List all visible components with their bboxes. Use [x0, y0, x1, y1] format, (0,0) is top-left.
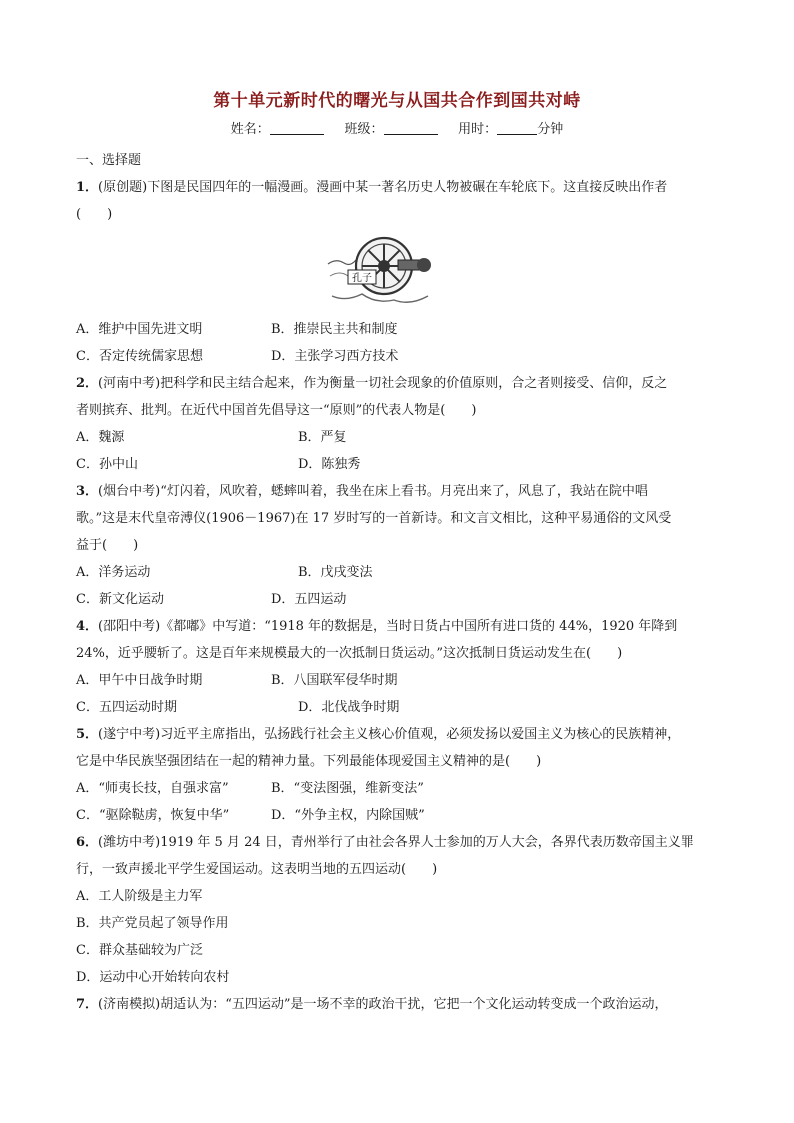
option-c[interactable]: C．否定传统儒家思想: [76, 349, 203, 364]
question-text: (遂宁中考)习近平主席指出，弘扬践行社会主义核心价值观，必须发扬以爱国主义为核心的民族精神，: [98, 727, 681, 742]
question-number: 3．: [76, 484, 99, 499]
question-number: 7．: [76, 997, 99, 1012]
options-row: [76, 451, 721, 478]
question-3-stem: [76, 478, 721, 505]
options-row: [76, 424, 721, 451]
question-text-cont: 24%，近乎腰斩了。这是百年来规模最大的一次抵制日货运动。”这次抵制日货运动发生在( ): [76, 646, 623, 661]
question-number: 1．: [76, 180, 99, 195]
options-row: [76, 775, 721, 802]
time-unit: 分钟: [537, 122, 564, 137]
option-d[interactable]: D．运动中心开始转向农村: [76, 970, 230, 985]
question-4-stem: [76, 613, 721, 640]
option-c[interactable]: C．五四运动时期: [76, 700, 177, 715]
question-1-stem: [76, 174, 721, 201]
question-number: 2．: [76, 376, 99, 391]
question-text: (邵阳中考)《都嘟》中写道：“1918 年的数据是，当时日货占中国所有进口货的 44%，1920 年降到: [98, 619, 678, 634]
question-2-stem: [76, 370, 721, 397]
option-c[interactable]: C．新文化运动: [76, 592, 164, 607]
question-text: (烟台中考)“灯闪着，风吹着，蟋蟀叫着，我坐在床上看书。月亮出来了，风息了，我站在院中唱: [98, 484, 648, 499]
question-text-cont: 益于( ): [76, 538, 139, 553]
question-6-stem: [76, 829, 721, 856]
options-row: [76, 586, 721, 613]
option-c[interactable]: C．孙中山: [76, 457, 138, 472]
option-a[interactable]: A．工人阶级是主力军: [76, 889, 203, 904]
option-b[interactable]: B．严复: [298, 430, 347, 445]
section-heading: 一、选择题: [76, 153, 142, 168]
option-c[interactable]: C．“驱除鞑虏，恢复中华”: [76, 808, 230, 823]
question-number: 4．: [76, 619, 99, 634]
option-a[interactable]: A．洋务运动: [76, 565, 151, 580]
option-d[interactable]: D．“外争主权，内除国贼”: [271, 808, 425, 823]
option-b[interactable]: B．八国联军侵华时期: [271, 673, 398, 688]
question-list: [76, 147, 721, 1018]
name-label: 姓名：: [230, 122, 270, 137]
question-text-cont: ( ): [76, 207, 113, 222]
name-blank[interactable]: [270, 120, 324, 135]
question-text: (潍坊中考)1919 年 5 月 24 日，青州举行了由社会各界人士参加的万人大会，各界代表历数帝国主义罪: [98, 835, 694, 850]
question-text-cont: 歌。”这是末代皇帝溥仪(1906－1967)在 17 岁时写的一首新诗。和文言文相比，这种平易通俗的文风受: [76, 511, 672, 526]
student-info-row: [0, 118, 794, 137]
option-b[interactable]: B．“变法图强，维新变法”: [271, 781, 424, 796]
options-row: [76, 802, 721, 829]
question-text-cont: 行，一致声援北平学生爱国运动。这表明当地的五四运动( ): [76, 862, 438, 877]
class-blank[interactable]: [384, 120, 438, 135]
options-row: [76, 343, 721, 370]
option-d[interactable]: D．五四运动: [271, 592, 347, 607]
time-blank[interactable]: [497, 120, 537, 135]
cartoon-image: [326, 230, 436, 314]
options-row: [76, 559, 721, 586]
options-row: [76, 667, 721, 694]
question-text-cont: 它是中华民族坚强团结在一起的精神力量。下列最能体现爱国主义精神的是( ): [76, 754, 542, 769]
question-text: (济南模拟)胡适认为：“五四运动”是一场不幸的政治干扰，它把一个文化运动转变成一个政治运动，: [98, 997, 668, 1012]
option-a[interactable]: A．“师夷长技，自强求富”: [76, 781, 229, 796]
option-b[interactable]: B．戊戌变法: [298, 565, 373, 580]
option-a[interactable]: A．维护中国先进文明: [76, 322, 203, 337]
option-b[interactable]: B．推崇民主共和制度: [271, 322, 398, 337]
page-title: 第十单元新时代的曙光与从国共合作到国共对峙: [213, 91, 581, 111]
question-7-stem: [76, 991, 721, 1018]
cartoon-figure: [76, 228, 721, 316]
cartoon-label: 孔子: [352, 273, 372, 284]
options-row: [76, 316, 721, 343]
option-d[interactable]: D．主张学习西方技术: [271, 349, 399, 364]
options-row: [76, 694, 721, 721]
option-a[interactable]: A．甲午中日战争时期: [76, 673, 203, 688]
option-d[interactable]: D．北伐战争时期: [298, 700, 400, 715]
option-c[interactable]: C．群众基础较为广泛: [76, 943, 203, 958]
question-text-cont: 者则摈弃、批判。在近代中国首先倡导这一“原则”的代表人物是( ): [76, 403, 477, 418]
question-text: (河南中考)把科学和民主结合起来，作为衡量一切社会现象的价值原则，合之者则接受、信仰，反之: [98, 376, 668, 391]
question-5-stem: [76, 721, 721, 748]
class-label: 班级：: [344, 122, 384, 137]
option-b[interactable]: B．共产党员起了领导作用: [76, 916, 229, 931]
question-number: 5．: [76, 727, 99, 742]
option-d[interactable]: D．陈独秀: [298, 457, 361, 472]
option-a[interactable]: A．魏源: [76, 430, 125, 445]
time-label: 用时：: [458, 122, 498, 137]
question-number: 6．: [76, 835, 99, 850]
question-text: (原创题)下图是民国四年的一幅漫画。漫画中某一著名历史人物被碾在车轮底下。这直接反映出作者: [98, 180, 668, 195]
